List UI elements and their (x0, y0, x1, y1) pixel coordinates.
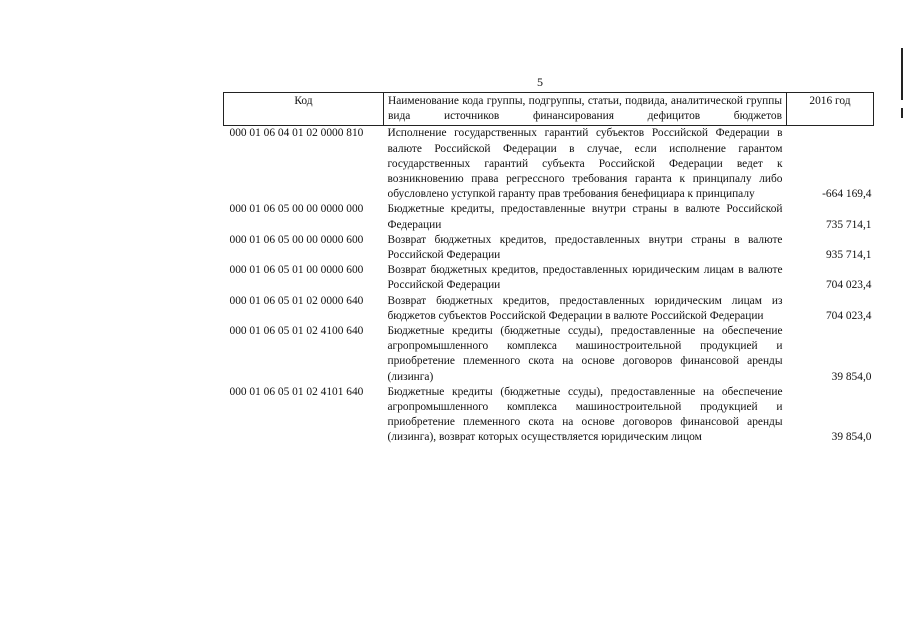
row-name: Бюджетные кредиты, предоставленные внутри страны в валюте Российской Федерации (387, 203, 783, 231)
budget-sources-table (223, 92, 874, 446)
row-amount: 704 023,4 (825, 279, 872, 292)
row-name: Бюджетные кредиты (бюджетные ссуды), предоставленные на обеспечение агропромышленного комплекса машиностроительной продукцией и приобретение племенного скота на основе договоров финансовой аренды (лизинга), возврат которых осуществляется юридическим лицом (387, 385, 783, 444)
row-name: Бюджетные кредиты (бюджетные ссуды), предоставленные на обеспечение агропромышленного комплекса машиностроительной продукцией и приобретение племенного скота на основе договоров финансовой аренды (лизинга) (387, 325, 783, 383)
table-row (224, 233, 874, 263)
row-name: Возврат бюджетных кредитов, предоставленных юридическим лицам в валюте Российской Федерации (387, 264, 783, 292)
row-code: 000 01 06 04 01 02 0000 810 (229, 127, 364, 140)
table-row (224, 202, 874, 232)
table-row (224, 263, 874, 293)
row-amount: -664 169,4 (822, 188, 872, 201)
page-number: 5 (537, 75, 543, 89)
row-code: 000 01 06 05 01 02 0000 640 (229, 294, 364, 307)
row-amount: 39 854,0 (831, 431, 872, 444)
row-amount: 39 854,0 (831, 370, 872, 383)
table-row (224, 294, 874, 324)
table-body (224, 126, 874, 446)
row-code: 000 01 06 05 00 00 0000 600 (229, 233, 364, 246)
scan-edge-mark (901, 108, 903, 118)
header-year: 2016 год (787, 93, 874, 126)
row-code: 000 01 06 05 01 00 0000 600 (229, 264, 364, 277)
table-row (224, 324, 874, 385)
row-code: 000 01 06 05 00 00 0000 000 (229, 203, 364, 216)
row-name: Исполнение государственных гарантий субъектов Российской Федерации в валюте Российской Федерации в случае, если исполнение гарантом государственных гарантий субъекта Российской Федерации ведет к возникновению права регрессного требования гаранта к принципалу либо обусловлено уступкой гаранту прав требования бенефициара к принципалу (387, 127, 783, 201)
table-row (224, 385, 874, 446)
row-amount: 735 714,1 (825, 218, 872, 231)
row-amount: 704 023,4 (825, 309, 872, 322)
row-code: 000 01 06 05 01 02 4101 640 (229, 385, 364, 398)
table-header (224, 93, 874, 126)
header-name: Наименование кода группы, подгруппы, статьи, подвида, аналитической группы вида источников финансирования дефицитов бюджетов (384, 93, 787, 126)
header-code: Код (224, 93, 384, 126)
row-code: 000 01 06 05 01 02 4100 640 (229, 325, 364, 338)
table-row (224, 126, 874, 203)
row-name: Возврат бюджетных кредитов, предоставленных внутри страны в валюте Российской Федерации (387, 233, 783, 262)
row-amount: 935 714,1 (825, 249, 872, 262)
row-name: Возврат бюджетных кредитов, предоставленных юридическим лицам из бюджетов субъектов Российской Федерации в валюте Российской Федерации (387, 294, 783, 322)
scan-edge-mark (901, 48, 903, 100)
